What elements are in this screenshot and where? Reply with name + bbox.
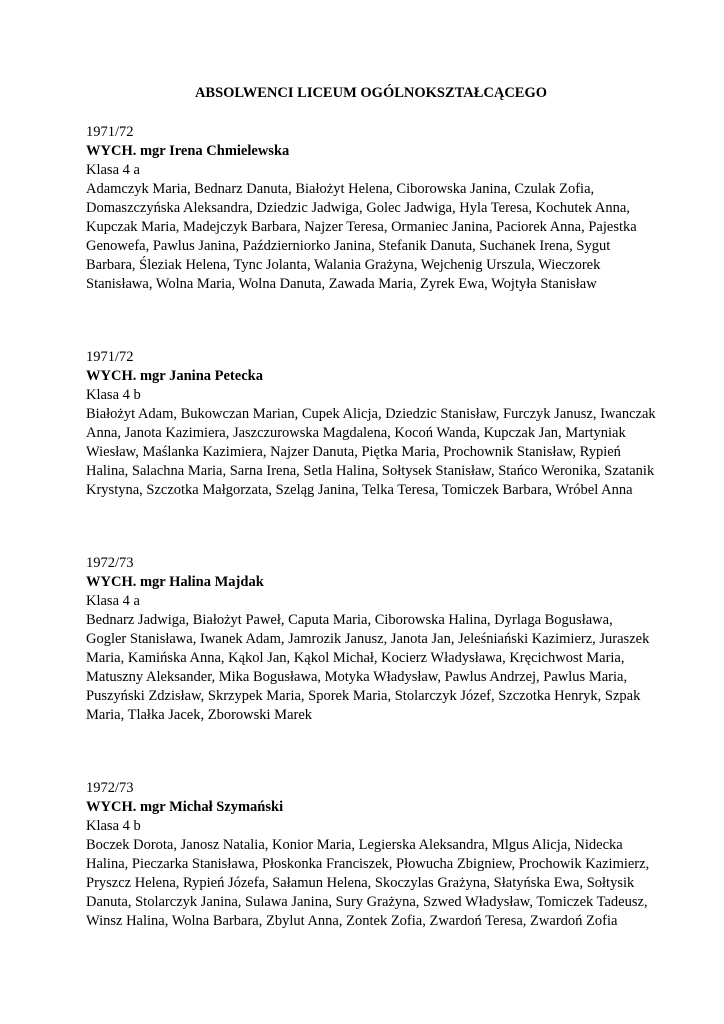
school-year: 1971/72 [86,124,134,140]
school-year: 1971/72 [86,349,134,365]
class-teacher: WYCH. mgr Michał Szymański [86,799,284,815]
class-name: Klasa 4 b [86,818,141,834]
class-section [86,123,656,294]
class-section [86,779,656,931]
student-list: Boczek Dorota, Janosz Natalia, Konior Maria, Legierska Aleksandra, Mlgus Alicja, Nidecka Halina, Pieczarka Stanisława, Płoskonka Franciszek, Płowucha Zbigniew, Prochowik Kazimierz, Pryszcz Helena, Rypień Józefa, Sałamun Helena, Skoczylas Grażyna, Słatyńska Ewa, Sołtysik Danuta, Stolarczyk Janina, Sulawa Janina, Sury Grażyna, Szwed Władysław, Tomiczek Tadeusz, Winsz Halina, Wolna Barbara, Zbylut Anna, Zontek Zofia, Zwardoń Teresa, Zwardoń Zofia [86,837,650,929]
class-teacher: WYCH. mgr Janina Petecka [86,368,263,384]
class-section [86,554,656,725]
class-name: Klasa 4 a [86,162,140,178]
document-page [86,84,656,931]
student-list: Białożyt Adam, Bukowczan Marian, Cupek Alicja, Dziedzic Stanisław, Furczyk Janusz, Iwanczak Anna, Janota Kazimiera, Jaszczurowska Magdalena, Kocoń Wanda, Kupczak Jan, Martyniak Wiesław, Maślanka Kazimiera, Najzer Danuta, Piętka Maria, Prochownik Stanisław, Rypień Halina, Salachna Maria, Sarna Irena, Setla Halina, Sołtysek Stanisław, Stańco Weronika, Szatanik Krystyna, Szczotka Małgorzata, Szeląg Janina, Telka Teresa, Tomiczek Barbara, Wróbel Anna [86,406,656,498]
school-year: 1972/73 [86,555,134,571]
class-teacher: WYCH. mgr Irena Chmielewska [86,143,290,159]
class-section [86,348,656,500]
student-list: Bednarz Jadwiga, Białożyt Paweł, Caputa Maria, Ciborowska Halina, Dyrlaga Bogusława, Gogler Stanisława, Iwanek Adam, Jamrozik Janusz, Janota Jan, Jeleśniański Kazimierz, Juraszek Maria, Kamińska Anna, Kąkol Jan, Kąkol Michał, Kocierz Władysława, Kręcichwost Maria, Matuszny Aleksander, Mika Bogusława, Motyka Władysław, Pawlus Andrzej, Pawlus Maria, Puszyński Zdzisław, Skrzypek Maria, Sporek Maria, Stolarczyk Józef, Szczotka Henryk, Szpak Maria, Tlałka Jacek, Zborowski Marek [86,612,650,723]
class-name: Klasa 4 a [86,593,140,609]
document-title: ABSOLWENCI LICEUM OGÓLNOKSZTAŁCĄCEGO [194,85,548,101]
school-year: 1972/73 [86,780,134,796]
student-list: Adamczyk Maria, Bednarz Danuta, Białożyt Helena, Ciborowska Janina, Czulak Zofia, Domaszczyńska Aleksandra, Dziedzic Jadwiga, Golec Jadwiga, Hyla Teresa, Kochutek Anna, Kupczak Maria, Madejczyk Barbara, Najzer Teresa, Ormaniec Janina, Paciorek Anna, Pajestka Genowefa, Pawlus Janina, Październiorko Janina, Stefanik Danuta, Suchanek Irena, Sygut Barbara, Śleziak Helena, Tync Jolanta, Walania Grażyna, Wejchenig Urszula, Wieczorek Stanisława, Wolna Maria, Wolna Danuta, Zawada Maria, Zyrek Ewa, Wojtyła Stanisław [86,181,637,292]
class-name: Klasa 4 b [86,387,141,403]
class-teacher: WYCH. mgr Halina Majdak [86,574,264,590]
